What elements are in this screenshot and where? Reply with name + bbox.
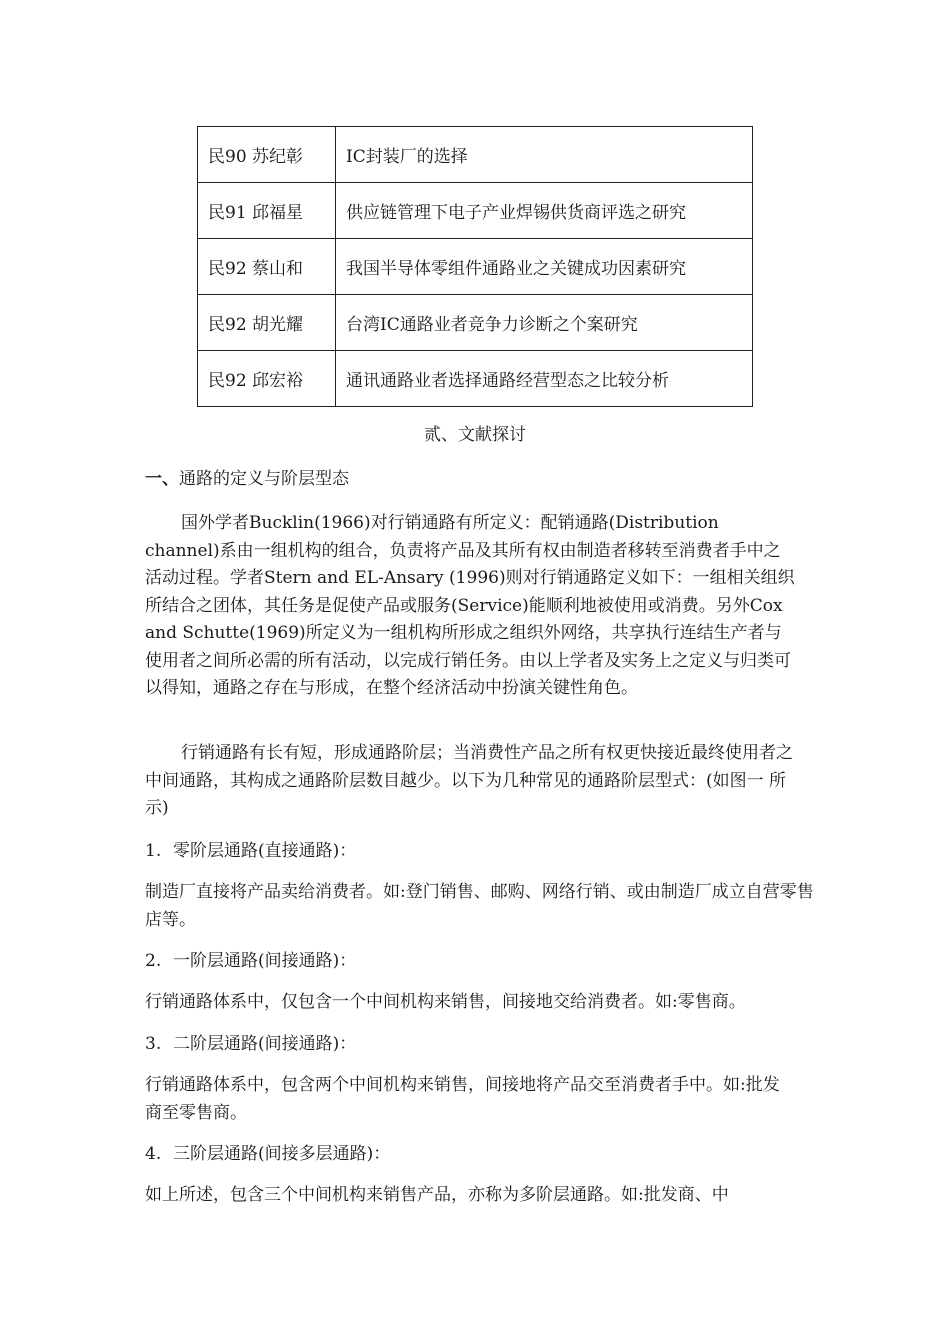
author-cell: 民91 邱福星 <box>198 183 336 239</box>
title-cell: 通讯通路业者选择通路经营型态之比较分析 <box>336 351 753 407</box>
item-title: 零阶层通路(直接通路)： <box>173 841 357 861</box>
item-title: 一阶层通路(间接通路)： <box>173 951 357 971</box>
section-title: 贰、文献探讨 <box>424 425 526 445</box>
subsection-title: 通路的定义与阶层型态 <box>179 469 349 489</box>
subsection-heading <box>145 464 349 489</box>
item-title: 三阶层通路(间接多层通路)： <box>173 1144 391 1164</box>
item-title: 二阶层通路(间接通路)： <box>173 1034 357 1054</box>
author-cell: 民92 蔡山和 <box>198 239 336 295</box>
table-row <box>198 295 753 351</box>
item-number: 4. <box>145 1144 162 1164</box>
title-cell: 供应链管理下电子产业焊锡供货商评选之研究 <box>336 183 753 239</box>
title-cell: IC封装厂的选择 <box>336 127 753 183</box>
item-number: 2. <box>145 951 162 971</box>
list-item-description: 行销通路体系中，包含两个中间机构来销售，间接地将产品交至消费者手中。如:批发商至零售商。 <box>145 1075 780 1123</box>
list-item-heading <box>145 838 356 866</box>
list-item-heading <box>145 1141 390 1169</box>
paragraph-definition: 国外学者Bucklin(1966)对行销通路有所定义：配销通路(Distribution channel)系由一组机构的组合，负责将产品及其所有权由制造者移转至消费者手中之活动过程。学者Stern and EL-Ansary (1996)则对行销通路定义如下：一组相关组织所结合之团体，其任务是促使产品或服务(Service)能顺利地被使用或消费。另外Cox and Schutte(1969)所定义为一组机构所形成之组织外网络，共享执行连结生产者与使用者之间所必需的所有活动，以完成行销任务。由以上学者及实务上之定义与归类可以得知，通路之存在与形成，在整个经济活动中扮演关键性角色。 <box>145 513 795 698</box>
author-cell: 民92 胡光耀 <box>198 295 336 351</box>
item-number: 3. <box>145 1034 162 1054</box>
title-cell: 我国半导体零组件通路业之关键成功因素研究 <box>336 239 753 295</box>
table-row <box>198 127 753 183</box>
author-cell: 民92 邱宏裕 <box>198 351 336 407</box>
list-item-description: 如上所述，包含三个中间机构来销售产品，亦称为多阶层通路。如:批发商、中 <box>145 1185 729 1205</box>
list-item-heading <box>145 1031 356 1059</box>
list-item-description: 行销通路体系中，仅包含一个中间机构来销售，间接地交给消费者。如:零售商。 <box>145 992 746 1012</box>
list-item-heading <box>145 948 356 976</box>
author-cell: 民90 苏纪彰 <box>198 127 336 183</box>
table-row <box>198 183 753 239</box>
paragraph-channel-levels: 行销通路有长有短，形成通路阶层；当消费性产品之所有权更快接近最终使用者之中间通路，其构成之通路阶层数目越少。以下为几种常见的通路阶层型式：(如图一 所示) <box>145 743 793 818</box>
list-item-description: 制造厂直接将产品卖给消费者。如:登门销售、邮购、网络行销、或由制造厂成立自营零售店等。 <box>145 882 814 930</box>
title-cell: 台湾IC通路业者竞争力诊断之个案研究 <box>336 295 753 351</box>
item-number: 1. <box>145 841 162 861</box>
table-row <box>198 351 753 407</box>
subsection-marker: 一、 <box>145 469 179 489</box>
table-row <box>198 239 753 295</box>
reference-table <box>197 126 753 407</box>
